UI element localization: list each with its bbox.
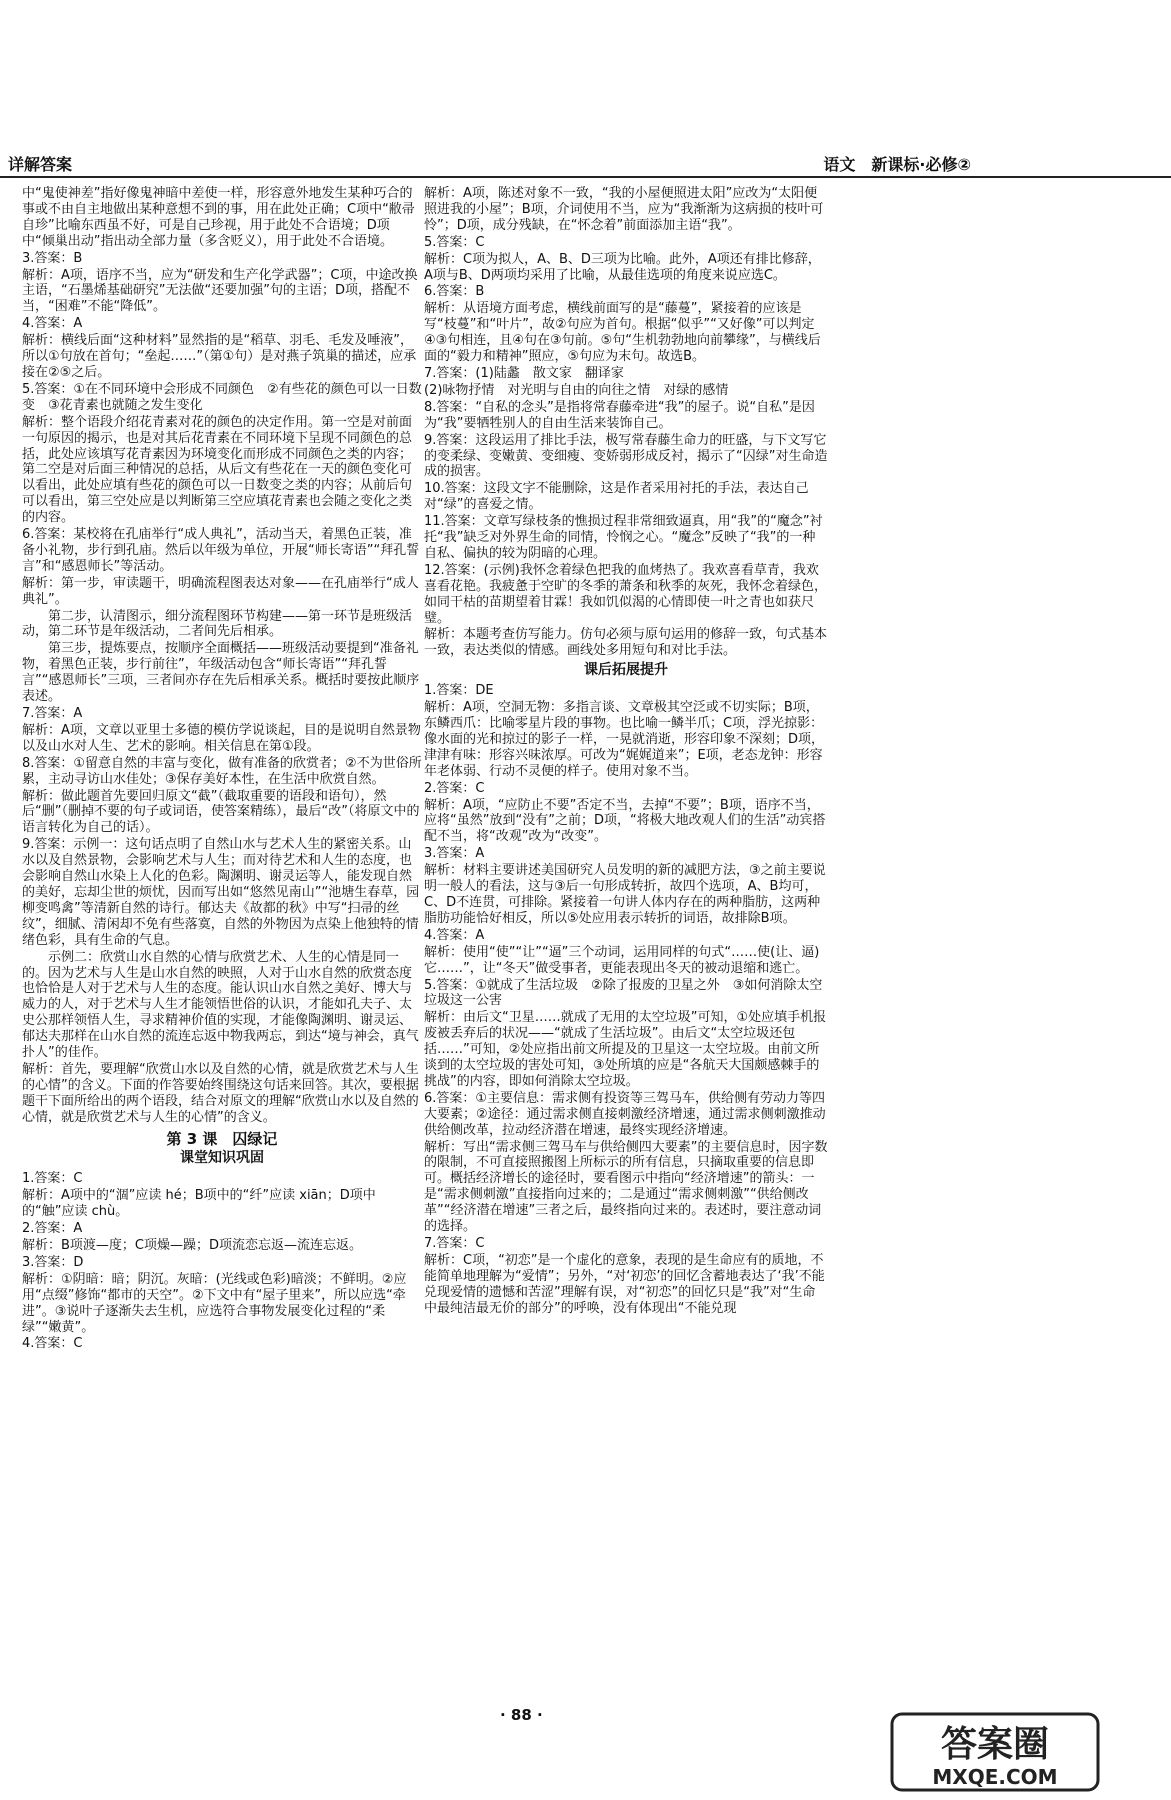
left-column-2-item: 2.答案：A — [22, 1221, 83, 1237]
left-column-item: 解析：A项，文章以亚里士多德的模仿学说谈起，目的是说明自然景物以及山水对人生、艺术的影响。相关信息在第①段。 — [22, 722, 421, 754]
watermark-logo — [890, 1712, 1100, 1792]
header-right: 语文 新课标·必修② — [823, 155, 971, 174]
right-column-2-item: 4.答案：A — [424, 927, 485, 943]
left-column-2-item: 解析：A项中的“涸”应读 hé；B项中的“纤”应读 xiān；D项中的“触”应读 chù。 — [22, 1188, 376, 1220]
header-left: 详解答案 — [8, 155, 73, 174]
right-column-2-item: 1.答案：DE — [424, 683, 494, 699]
right-column-item: 9.答案：这段运用了排比手法，极写常春藤生命力的旺盛，与下文写它的变柔绿、变嫩黄、变细瘦、变娇弱形成反衬，揭示了“囚绿”对生命造成的损害。 — [424, 432, 828, 480]
left-column-item: 解析：首先，要理解“欣赏山水以及自然的心情，就是欣赏艺术与人生的心情”的含义。下面的作答要始终围绕这句话来回答。其次，要根据题干下面所给出的两个语段，结合对原文的理解“欣赏山水以及自然的心情，就是欣赏艺术与人生的心情”的含义。 — [22, 1061, 419, 1125]
left-column-item: 7.答案：A — [22, 706, 83, 721]
section-title: 第 3 课 囚绿记 — [166, 1129, 278, 1148]
subsection-title-classroom: 课堂知识巩固 — [180, 1150, 264, 1167]
right-column-2-item: 解析：材料主要讲述美国研究人员发明的新的减肥方法，③之前主要说明一般人的看法，这与③后一句形成转折，故四个选项，A、B均可，C、D不连贯，可排除。紧接着一句讲人体内存在的两种脂肪，这两种脂肪功能恰好相反，所以⑤处应用表示转折的词语，故排除B项。 — [424, 863, 826, 926]
right-column-item: 12.答案：(示例)我怀念着绿色把我的血烤热了。我欢喜看草青，我欢喜看花艳。我疲惫于空旷的冬季的萧条和秋季的灰死，我怀念着绿色，如同干枯的苗期望着甘霖！我如饥似渴的心情即使一叶之青也如获尺璧。 — [424, 562, 828, 626]
left-column-item: 3.答案：B — [22, 250, 83, 266]
right-column-item: (2)咏物抒情 对光明与自由的向往之情 对绿的感情 — [424, 382, 729, 398]
right-column-item: 10.答案：这段文字不能删除，这是作者采用衬托的手法，表达自己对“绿”的喜爱之情。 — [424, 481, 809, 513]
right-column-2-item: 解析：A项，空洞无物：多指言谈、文章极其空泛或不切实际；B项，东鳞西爪：比喻零星片段的事物。也比喻一鳞半爪；C项，浮光掠影：像水面的光和掠过的影子一样，一晃就消逝，形容印象不深刻；D项，津津有味：形容兴味浓厚。可改为“娓娓道来”；E项，老态龙钟：形容年老体弱、行动不灵便的样子。使用对象不当。 — [424, 700, 825, 779]
right-column-item: 11.答案：文章写绿枝条的憔损过程非常细致逼真，用“我”的“魔念”衬托“我”缺乏对外界生命的同情，怜悯之心。“魔念”反映了“我”的一种自私、偏执的较为阴暗的心理。 — [424, 514, 823, 561]
left-column-item: 5.答案：①在不同环境中会形成不同颜色 ②有些花的颜色可以一日数变 ③花青素也就随之发生变化 — [22, 381, 422, 413]
left-column-2-item: 3.答案：D — [22, 1254, 84, 1270]
left-column-2-item: 解析：①阴暗：暗；阴沉。灰暗：(光线或色彩)暗淡；不鲜明。②应用“点缀”修饰“都市的天空”。②下文中有“屋子里来”，所以应选“牵进”。③说叶子逐渐失去生机，应选符合事物发展变化过程的“柔绿”“嫩黄”。 — [22, 1271, 407, 1335]
left-column-item: 6.答案：某校将在孔庙举行“成人典礼”，活动当天，着黑色正装，准备小礼物，步行到孔庙。然后以年级为单位，开展“师长寄语”“拜孔誓言”和“感恩师长”等活动。 — [22, 527, 420, 574]
left-column-2-item: 解析：B项渡—度；C项燥—躁；D项流恋忘返—流连忘返。 — [22, 1238, 363, 1253]
left-column — [22, 186, 422, 1696]
left-column-item: 解析：A项，语序不当，应为“研发和生产化学武器”；C项，中途改换主语，“石墨烯基础研究”无法做“还要加强”句的主语；D项，搭配不当，“困难”不能“降低”。 — [22, 267, 418, 315]
left-column-item: 9.答案：示例一：这句话点明了自然山水与艺术人生的紧密关系。山水以及自然景物，会影响艺术与人生；而对待艺术和人生的态度，也会影响自然山水染上人化的色彩。陶渊明、谢灵运等人，能发现自然的美好，忘却尘世的烦忧，因而写出如“悠然见南山”“池塘生春草，园柳变鸣禽”等清新自然的诗行。郁达夫《故都的秋》中写“扫帚的丝纹”，细腻、清闲却不免有些落寞，自然的外物因为点染上他独特的情绪色彩，具有生命的气息。 — [22, 837, 420, 948]
left-column-item: 示例二：欣赏山水自然的心情与欣赏艺术、人生的心情是同一的。因为艺术与人生是山水自然的映照，人对于山水自然的欣赏态度也恰恰是人对于艺术与人生的态度。能认识山水自然之美好、博大与威力的人，对于艺术与人生才能领悟世俗的认识，才能如孔夫子、太史公那样领悟人生，寻求精神价值的实现，才能像陶渊明、谢灵运、郁达夫那样在山水自然的流连忘返中物我两忘，到达“境与神会，真气扑人”的佳作。 — [22, 949, 419, 1061]
right-column-item: 解析：A项，陈述对象不一致，“我的小屋便照进太阳”应改为“太阳便照进我的小屋”；B项，介词使用不当，应为“我渐渐为这病损的枝叶可怜”；D项，成分残缺，在“怀念着”前面添加主语“我”。 — [424, 186, 824, 233]
left-column-item: 第三步，提炼要点，按顺序全面概括——班级活动要提到“准备礼物，着黑色正装，步行前往”，年级活动包含“师长寄语”“拜孔誓言”“感恩师长”三项，三者间亦存在先后相承关系。概括时要按此顺序表述。 — [22, 641, 420, 705]
left-column-item: 解析：横线后面“这种材料”显然指的是“稻草、羽毛、毛发及唾液”，所以①句放在首句；“垒起……”（第①句）是对燕子筑巢的描述，应承接在②⑤之后。 — [22, 333, 417, 380]
page-header — [0, 150, 1171, 178]
left-column-item: 中“鬼使神差”指好像鬼神暗中差使一样，形容意外地发生某种巧合的事或不由自主地做出某种意想不到的事，用在此处正确；C项中“敝帚自珍”比喻东西虽不好，可是自己珍视，用于此处不合语境；D项中“倾巢出动”指出动全部力量（多含贬义），用于此处不合语境。 — [22, 186, 415, 249]
right-column-item: 解析：从语境方面考虑，横线前面写的是“藤蔓”，紧接着的应该是写“枝蔓”和“叶片”，故②句应为首句。根据“似乎”“又好像”可以判定④③句相连，且④句在③句前。⑤句“生机勃勃地向前攀缘”，与横线后面的“毅力和精神”照应，⑤句应为末句。故选B。 — [424, 301, 821, 365]
left-column-item: 8.答案：①留意自然的丰富与变化，做有准备的欣赏者；②不为世俗所累，主动寻访山水佳处；③保存美好本性，在生活中欣赏自然。 — [22, 755, 422, 787]
right-column-2-item: 6.答案：①主要信息：需求侧有投资等三驾马车，供给侧有劳动力等四大要素；②途径：通过需求侧直接刺激经济增速，通过需求侧刺激推动供给侧改革，拉动经济潜在增速，最终实现经济增速。 — [424, 1090, 826, 1138]
right-column-2-item: 解析：使用“使”“让”“逼”三个动词，运用同样的句式“……使(让、逼)它……”，让“冬天”做受事者，更能表现出冬天的被动退缩和逃亡。 — [424, 944, 820, 976]
left-column-item: 解析：第一步，审读题干，明确流程图表达对象——在孔庙举行“成人典礼”。 — [22, 575, 419, 607]
right-column — [424, 186, 828, 1696]
right-column-2-item: 解析：A项，“应防止不要”否定不当，去掉“不要”；B项，语序不当，应将“虽然”放到“没有”之前；D项，“将极大地改观人们的生活”动宾搭配不当，将“改观”改为“改变”。 — [424, 797, 826, 845]
right-column-item: 7.答案：(1)陆蠡 散文家 翻译家 — [424, 365, 624, 381]
right-column-item: 解析：C项为拟人，A、B、D三项为比喻。此外，A项还有排比修辞，A项与B、D两项均采用了比喻，从最佳选项的角度来说应选C。 — [424, 251, 821, 283]
left-column-item: 解析：做此题首先要回归原文“截”（截取重要的语段和语句），然后“删”（删掉不要的句子或词语，使答案精练），最后“改”（将原文中的语言转化为自己的话）。 — [22, 788, 420, 836]
left-column-item: 4.答案：A — [22, 316, 83, 332]
right-column-2-item: 2.答案：C — [424, 780, 485, 796]
right-column-2-item: 解析：由后文“卫星……就成了无用的太空垃圾”可知，①处应填手机报废被丢弃后的状况——“就成了生活垃圾”。由后文“太空垃圾还包括……”可知，②处应指出前文所提及的卫星这一太空垃圾。由前文所谈到的太空垃圾的害处可知，③处所填的应是“各航天大国颇感棘手的挑战”的内容，即如何消除太空垃圾。 — [424, 1010, 827, 1089]
left-column-item: 第二步，认清图示，细分流程图环节构建——第一环节是班级活动，第二环节是年级活动，二者间先后相承。 — [22, 608, 413, 640]
right-column-item: 6.答案：B — [424, 284, 485, 300]
right-column-2-item: 7.答案：C — [424, 1236, 485, 1251]
right-column-2-item: 5.答案：①就成了生活垃圾 ②除了报废的卫星之外 ③如何消除太空垃圾这一公害 — [424, 977, 823, 1009]
left-column-item: 解析：整个语段介绍花青素对花的颜色的决定作用。第一空是对前面一句原因的揭示，也是对其后花青素在不同环境下呈现不同颜色的总括，此处应该填写花青素因为环境变化而形成不同颜色之类的内容；第二空是对后面三种情况的总括，从后文有些花在一天的颜色变化可以看出，此处应填有些花的颜色可以一日数变之类的内容；从前后句可以看出，第三空处应是以判断第三空应填花青素也会随之变化之类的内容。 — [22, 414, 413, 526]
right-column-2-item: 解析：写出“需求侧三驾马车与供给侧四大要素”的主要信息时，因字数的限制，不可直接照搬图上所标示的所有信息，只摘取重要的信息即可。概括经济增长的途径时，要看图示中指向“经济增速”的箭头：一是“需求侧刺激”直接指向过来的；二是通过“需求侧刺激”“供给侧改革”“经济潜在增速”三者之后，最终指向过来的。表述时，要注意动词的选择。 — [424, 1139, 828, 1235]
right-column-2-item: 解析：C项，“初恋”是一个虚化的意象，表现的是生命应有的质地，不能简单地理解为“爱情”；另外，“对‘初恋’的回忆含蓄地表达了‘我’不能兑现爱情的遗憾和苦涩”理解有误，对“初恋”的回忆只是“我”对“生命中最纯洁最无价的部分”的呼唤，没有体现出“不能兑现 — [424, 1252, 825, 1316]
left-column-2-item: 4.答案：C — [22, 1336, 83, 1352]
right-column-item: 5.答案：C — [424, 234, 485, 250]
right-column-2-item: 3.答案：A — [424, 846, 485, 862]
subsection-title-extension: 课后拓展提升 — [584, 662, 668, 679]
watermark-line2: MXQE.COM — [932, 1765, 1058, 1789]
right-column-item: 8.答案：“自私的念头”是指将常春藤牵进“我”的屋子。说“自私”是因为“我”要牺牲别人的自由生活来装饰自己。 — [424, 399, 815, 431]
right-column-item: 解析：本题考查仿写能力。仿句必须与原句运用的修辞一致，句式基本一致，表达类似的情感。画线处多用短句和对比手法。 — [424, 627, 828, 659]
page-number: · 88 · — [500, 1706, 543, 1724]
left-column-2-item: 1.答案：C — [22, 1171, 83, 1187]
watermark-line1: 答案圈 — [940, 1724, 1050, 1765]
